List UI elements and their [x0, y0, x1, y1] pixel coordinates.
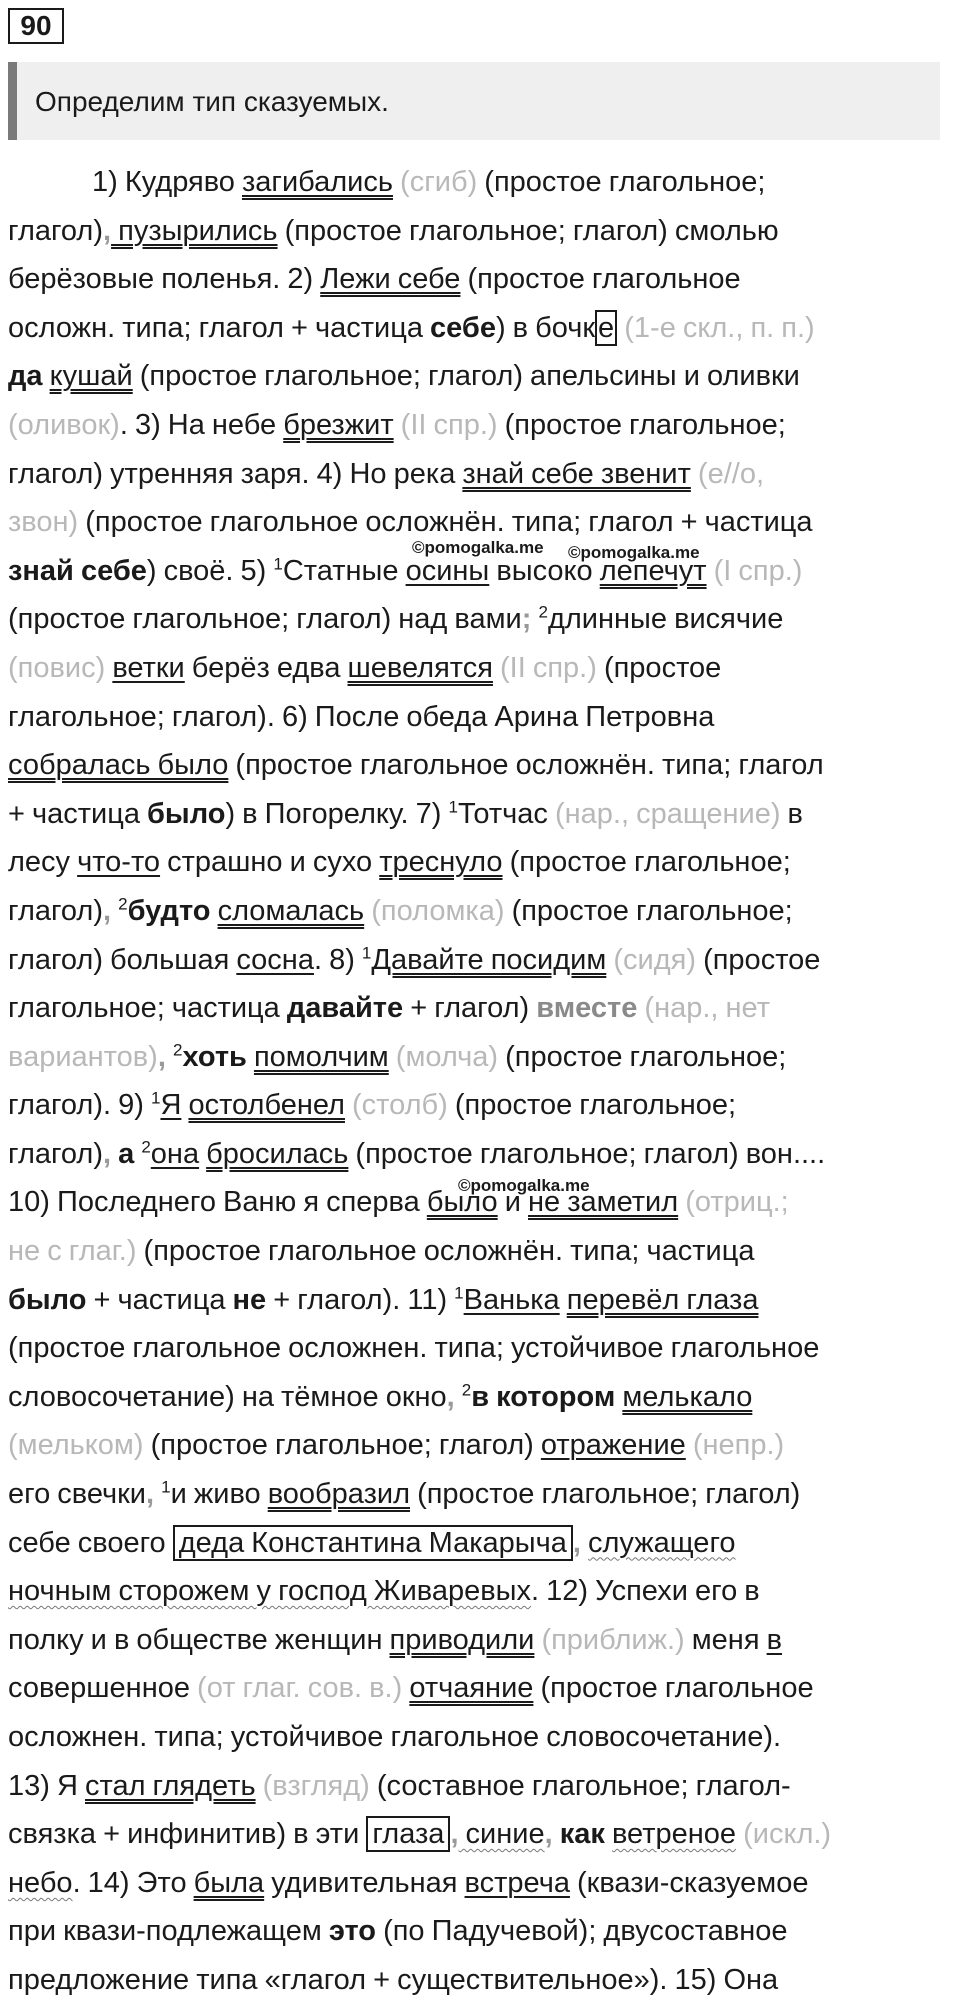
watermark: ©pomogalka.me: [568, 543, 700, 562]
text-fragment: глаза: [366, 1816, 450, 1852]
text-fragment: осложнен. типа; устойчивое глагольное словосочетание).: [8, 1721, 782, 1753]
text-line: [8, 1033, 952, 1082]
text-line: [8, 984, 952, 1033]
text-fragment: лесу: [8, 846, 78, 879]
text-fragment: как: [559, 1818, 605, 1851]
text-fragment: [531, 603, 538, 635]
text-fragment: [581, 1527, 588, 1559]
text-fragment: будто: [127, 894, 211, 927]
text-fragment: Статные: [282, 554, 406, 587]
text-fragment: [211, 895, 218, 927]
text-fragment: небо: [8, 1866, 73, 1899]
text-fragment: было: [426, 1186, 498, 1219]
text-fragment: а: [111, 1137, 142, 1170]
text-fragment: глагол) утренняя заря. 4) Но река: [8, 457, 463, 490]
text-fragment: Ванька: [463, 1283, 560, 1316]
text-line: [8, 1907, 952, 1956]
text-fragment: глагол): [8, 894, 104, 927]
text-fragment: (простое глагольное; глагол): [143, 1429, 541, 1462]
text-fragment: при квази-подлежащем: [8, 1915, 329, 1948]
text-fragment: знай себе: [8, 554, 147, 587]
text-line: [8, 1859, 952, 1908]
text-line: [8, 595, 952, 644]
text-fragment: глагол). 9): [8, 1089, 151, 1122]
text-fragment: (простое глагольное осложнен. типа; устойчивое глагольное: [8, 1332, 820, 1365]
text-line: [8, 1713, 952, 1762]
text-fragment: осины: [405, 554, 490, 587]
text-fragment: . 12) Успехи его в: [531, 1575, 760, 1608]
text-fragment: (простое глагольное;: [502, 846, 791, 879]
text-fragment: Тотчас: [457, 797, 548, 830]
text-line: [8, 1567, 952, 1616]
text-fragment: себе: [430, 311, 496, 344]
text-fragment: Давайте посидим: [371, 943, 607, 976]
text-fragment: сосна: [236, 943, 314, 976]
text-fragment: перевёл глаза: [566, 1283, 759, 1316]
text-fragment: это: [328, 1915, 377, 1948]
text-fragment: ,: [146, 1478, 155, 1511]
text-fragment: синие: [458, 1818, 545, 1851]
text-fragment: (нар., сращение): [547, 797, 781, 830]
text-fragment: полку и в обществе женщин: [8, 1623, 390, 1656]
text-fragment: . 8): [313, 943, 362, 976]
text-line: [8, 1178, 952, 1227]
text-line: [8, 498, 952, 547]
text-line: [8, 1421, 952, 1470]
text-line: [8, 1130, 952, 1179]
text-fragment: вариантов): [8, 1040, 158, 1073]
text-fragment: ) в Погорелку. 7): [225, 797, 449, 830]
text-fragment: собралась было: [8, 749, 229, 782]
text-fragment: берёзовые поленья. 2): [8, 263, 321, 296]
text-fragment: (простое глагольное осложнён. типа; глагол + частица: [78, 506, 813, 539]
text-line: [8, 741, 952, 790]
text-line: [8, 207, 952, 256]
text-fragment: [455, 1381, 462, 1413]
text-fragment: ночным сторожем у господ Живаревых: [8, 1575, 531, 1608]
text-fragment: + глагол). 11): [266, 1283, 455, 1316]
text-fragment: (оливок): [8, 408, 120, 441]
text-fragment: было: [8, 1283, 87, 1316]
text-fragment: берёз едва: [184, 651, 348, 684]
watermark: ©pomogalka.me: [412, 538, 544, 557]
text-fragment: + частица: [86, 1283, 233, 1316]
text-fragment: ,: [544, 1818, 553, 1851]
text-fragment: деда Константина Макарыча: [173, 1525, 573, 1561]
text-fragment: + частица: [8, 797, 148, 830]
text-fragment: [560, 1284, 567, 1316]
text-fragment: (искл.): [736, 1818, 832, 1851]
text-fragment: + глагол): [403, 992, 537, 1025]
text-fragment: мелькало: [622, 1380, 753, 1413]
text-fragment: (простое: [696, 943, 821, 976]
text-fragment: в: [780, 797, 803, 830]
text-fragment: кушай: [49, 360, 133, 393]
text-fragment: (простое глагольное осложнён. типа; частица: [136, 1235, 755, 1268]
text-fragment: глагольное; частица: [8, 992, 287, 1025]
text-fragment: лепечут: [599, 554, 707, 587]
text-fragment: [247, 1041, 254, 1073]
text-fragment: она: [150, 1137, 200, 1170]
text-fragment: остолбенел: [188, 1089, 345, 1122]
text-fragment: (по Падучевой); двусоставное: [376, 1915, 788, 1948]
text-fragment: (I спр.): [706, 554, 803, 587]
text-fragment: стал глядеть: [84, 1769, 256, 1802]
text-fragment: удивительная: [264, 1866, 465, 1899]
text-fragment: пузырились: [111, 214, 278, 247]
text-fragment: (простое: [596, 651, 722, 684]
exercise-text: [8, 158, 952, 2005]
text-line: [8, 1664, 952, 1713]
text-fragment: (составное глагольное; глагол-: [369, 1769, 791, 1802]
text-line: [8, 693, 952, 742]
text-fragment: Я: [160, 1089, 182, 1122]
text-line: [8, 936, 952, 985]
text-fragment: (простое глагольное;: [477, 166, 766, 198]
text-fragment: 2: [461, 1380, 472, 1400]
text-fragment: 1: [273, 554, 283, 574]
text-fragment: (молча): [388, 1040, 499, 1073]
text-fragment: (простое глагольное; глагол) вон....: [348, 1137, 826, 1170]
text-fragment: приводили: [389, 1623, 535, 1656]
text-fragment: (простое глагольное; глагол) смолью: [277, 214, 779, 247]
text-line: [8, 1762, 952, 1811]
text-fragment: (от глаг. сов. в.): [189, 1672, 403, 1705]
text-fragment: Лежи себе: [320, 263, 461, 296]
text-fragment: была: [193, 1866, 265, 1899]
text-fragment: высоко: [489, 554, 600, 587]
text-fragment: ,: [446, 1380, 455, 1413]
text-fragment: загибались: [241, 166, 393, 198]
text-fragment: ,: [450, 1818, 459, 1851]
text-line: [8, 547, 952, 596]
text-fragment: (поломка): [364, 894, 505, 927]
text-fragment: 1) Кудряво: [92, 166, 242, 198]
text-fragment: (простое глагольное;: [447, 1089, 737, 1122]
text-fragment: ;: [521, 603, 532, 636]
text-fragment: глагол): [8, 1137, 104, 1170]
text-fragment: (простое глагольное;: [498, 1040, 787, 1073]
text-fragment: не заметил: [528, 1186, 679, 1219]
text-fragment: глагол) большая: [8, 943, 237, 976]
text-fragment: страшно и сухо: [160, 846, 380, 879]
text-fragment: хоть: [182, 1040, 247, 1073]
text-fragment: (отриц.;: [678, 1186, 789, 1219]
text-line: [8, 1324, 952, 1373]
text-fragment: глагол): [8, 214, 104, 247]
text-fragment: совершенное: [8, 1672, 190, 1705]
task-title: Определим тип сказуемых.: [35, 86, 389, 117]
text-fragment: предложение типа «глагол + существительное»). 15) Она: [8, 1963, 779, 1996]
text-fragment: 1: [454, 1283, 464, 1302]
text-fragment: глагольное; глагол). 6) После обеда Арина Петровна: [8, 700, 715, 733]
text-fragment: да: [8, 360, 43, 393]
text-line: [8, 1519, 952, 1568]
text-line: [8, 1956, 952, 2005]
text-fragment: служащего: [588, 1526, 736, 1559]
text-fragment: е: [595, 310, 617, 346]
text-fragment: 2: [172, 1040, 183, 1060]
text-line: [8, 887, 952, 936]
text-fragment: (простое глагольное;: [497, 408, 786, 441]
text-line: [8, 304, 952, 353]
text-fragment: давайте: [286, 992, 404, 1025]
text-fragment: ) своё. 5): [146, 554, 274, 587]
text-fragment: 1: [161, 1477, 171, 1497]
text-fragment: треснуло: [379, 846, 503, 879]
text-fragment: 1: [448, 797, 458, 817]
text-fragment: 1: [150, 1088, 161, 1108]
text-fragment: ) в бочк: [495, 311, 596, 344]
text-fragment: вообразил: [267, 1478, 411, 1511]
text-fragment: брезжит: [283, 408, 394, 441]
text-fragment: (взгляд): [255, 1769, 370, 1802]
text-fragment: 1: [361, 942, 372, 962]
text-fragment: длинные висячие: [547, 603, 784, 636]
text-fragment: словосочетание) на тёмное окно: [8, 1380, 447, 1413]
text-fragment: не с глаг.): [8, 1235, 137, 1268]
text-line: [8, 1373, 952, 1422]
text-line: [8, 352, 952, 401]
text-fragment: (простое глагольное; глагол) над вами: [8, 603, 522, 636]
text-fragment: (непр.): [685, 1429, 785, 1462]
text-fragment: (квази-сказуемое: [569, 1866, 809, 1899]
text-fragment: 10) Последнего Ваню я сперва: [8, 1186, 427, 1219]
text-fragment: (мельком): [8, 1429, 144, 1462]
text-line: [8, 1276, 952, 1325]
text-fragment: [553, 1818, 560, 1850]
text-fragment: не: [232, 1283, 267, 1316]
text-fragment: знай себе звенит: [462, 457, 691, 490]
text-fragment: (повис): [8, 651, 106, 684]
text-line: [8, 790, 952, 839]
task-header: [8, 62, 940, 140]
text-fragment: (1-е скл., п. п.): [617, 311, 815, 344]
text-line: [8, 644, 952, 693]
watermark: ©pomogalka.me: [458, 1176, 590, 1195]
text-fragment: и живо: [170, 1478, 268, 1511]
text-fragment: ,: [103, 894, 112, 927]
text-fragment: [605, 1818, 612, 1850]
text-line: [8, 1810, 952, 1859]
text-fragment: ветки: [112, 651, 185, 684]
text-fragment: в котором: [471, 1380, 616, 1413]
text-fragment: шевелятся: [347, 651, 493, 684]
text-fragment: (II спр.): [393, 408, 498, 441]
text-line: [8, 401, 952, 450]
text-fragment: (простое глагольное: [460, 263, 741, 296]
text-fragment: (простое глагольное; глагол): [410, 1478, 801, 1511]
text-fragment: бросилась: [206, 1137, 349, 1170]
text-fragment: в: [766, 1623, 782, 1656]
text-fragment: меня: [684, 1623, 767, 1656]
exercise-number: 90: [8, 8, 64, 44]
text-line: [8, 1470, 952, 1519]
text-fragment: (простое глагольное осложнён. типа; глагол: [228, 749, 824, 782]
text-fragment: ,: [572, 1526, 581, 1559]
text-fragment: (приближ.): [534, 1623, 685, 1656]
text-fragment: ,: [157, 1040, 166, 1073]
text-line: [8, 1081, 952, 1130]
text-fragment: отчаяние: [409, 1672, 534, 1705]
text-fragment: встреча: [464, 1866, 570, 1899]
text-line: [8, 838, 952, 887]
text-fragment: себе своего: [8, 1526, 173, 1559]
text-fragment: вместе: [536, 992, 638, 1025]
text-line: [8, 450, 952, 499]
text-fragment: 13) Я: [8, 1769, 85, 1802]
text-fragment: отражение: [540, 1429, 686, 1462]
text-fragment: его свечки: [8, 1478, 146, 1511]
text-fragment: и: [497, 1186, 528, 1219]
text-line: [8, 1616, 952, 1665]
text-fragment: (сидя): [606, 943, 697, 976]
text-fragment: что-то: [77, 846, 161, 879]
text-fragment: звон): [8, 506, 79, 539]
text-fragment: [43, 360, 50, 392]
text-fragment: осложн. типа; глагол + частица: [8, 311, 431, 344]
text-line: [8, 1227, 952, 1276]
text-fragment: помолчим: [253, 1040, 389, 1073]
text-fragment: (простое глагольное;: [504, 894, 793, 927]
text-fragment: . 3) На небе: [119, 408, 284, 441]
text-fragment: ,: [103, 1137, 112, 1170]
text-fragment: связка + инфинитив) в эти: [8, 1818, 367, 1851]
text-line: [8, 158, 952, 207]
text-fragment: (простое глагольное; глагол) апельсины и оливки: [132, 360, 800, 393]
text-fragment: было: [147, 797, 226, 830]
text-fragment: ветреное: [611, 1818, 737, 1851]
text-fragment: (II спр.): [492, 651, 597, 684]
text-fragment: 2: [118, 894, 128, 914]
text-fragment: 2: [538, 602, 548, 622]
text-fragment: (нар., нет: [637, 992, 770, 1025]
text-fragment: (столб): [344, 1089, 448, 1122]
text-fragment: (е//о,: [690, 457, 765, 490]
text-fragment: . 14) Это: [72, 1866, 194, 1899]
text-line: [8, 255, 952, 304]
text-fragment: (простое глагольное: [533, 1672, 814, 1705]
text-fragment: [166, 1041, 173, 1073]
text-fragment: 2: [141, 1137, 151, 1157]
text-fragment: сломалась: [217, 894, 365, 927]
text-fragment: ,: [103, 214, 112, 247]
text-fragment: (сгиб): [392, 166, 478, 198]
